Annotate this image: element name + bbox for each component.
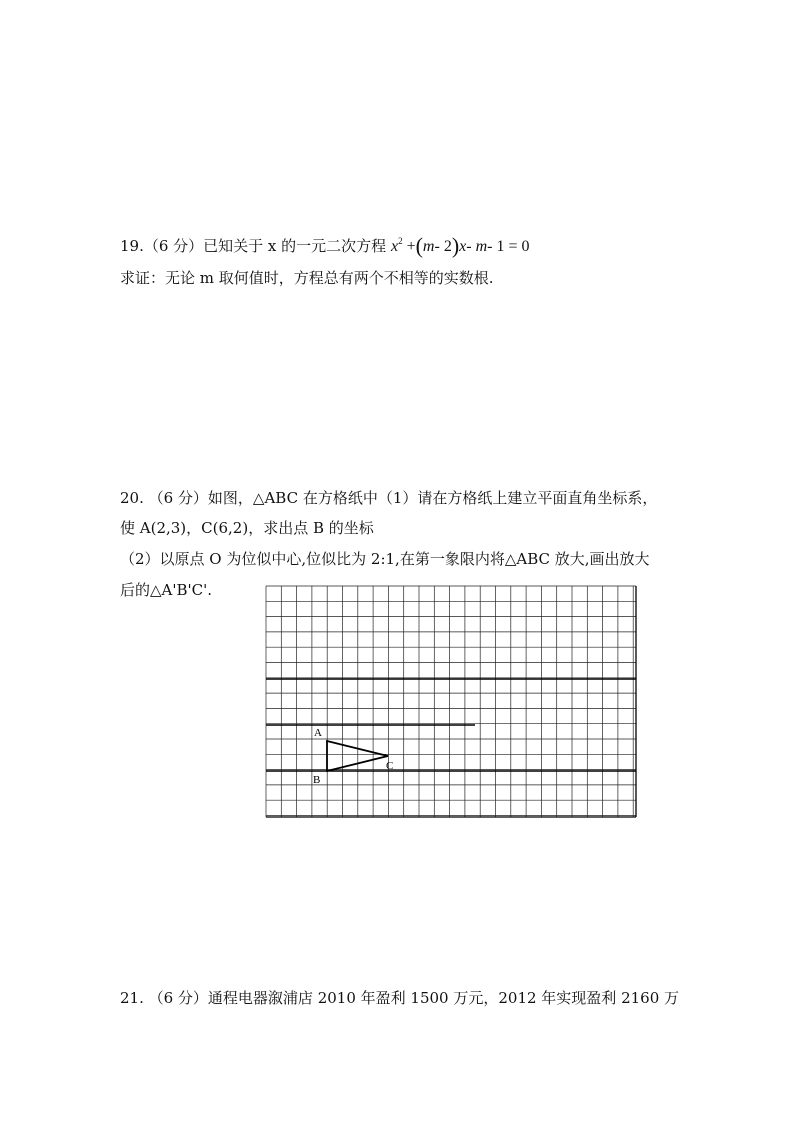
q20-line-4: 后的△A'B'C'. (120, 581, 213, 599)
q19-equation: $x^2 +(m-$ 2)x- m- 1 = 0 (390, 233, 530, 258)
q20-line-3: （2）以原点 O 为位似中心,位似比为 2:1,在第一象限内将△ABC 放大,画出放大 (120, 550, 650, 568)
point-label-b: B (313, 774, 321, 786)
grid-dark-lines (266, 586, 636, 817)
point-label-c: C (386, 760, 394, 772)
q19-line-1 (120, 231, 530, 257)
grid-svg (262, 583, 642, 819)
grid-lines (266, 586, 636, 817)
q21-line-1: 21. （6 分）通程电器溆浦店 2010 年盈利 1500 万元，2012 年实现盈利 2160 万 (120, 989, 680, 1007)
q19-line-2: 求证：无论 m 取何值时，方程总有两个不相等的实数根. (120, 269, 494, 287)
q20-line-1: 20. （6 分）如图，△ABC 在方格纸中（1）请在方格纸上建立平面直角坐标系， (120, 489, 658, 507)
point-label-a: A (314, 727, 322, 739)
q20-line-2: 使 A(2,3)，C(6,2)，求出点 B 的坐标 (120, 519, 374, 537)
q19-prefix: 19.（6 分）已知关于 x 的一元二次方程 (120, 237, 387, 255)
grid-paper-figure (262, 583, 642, 819)
